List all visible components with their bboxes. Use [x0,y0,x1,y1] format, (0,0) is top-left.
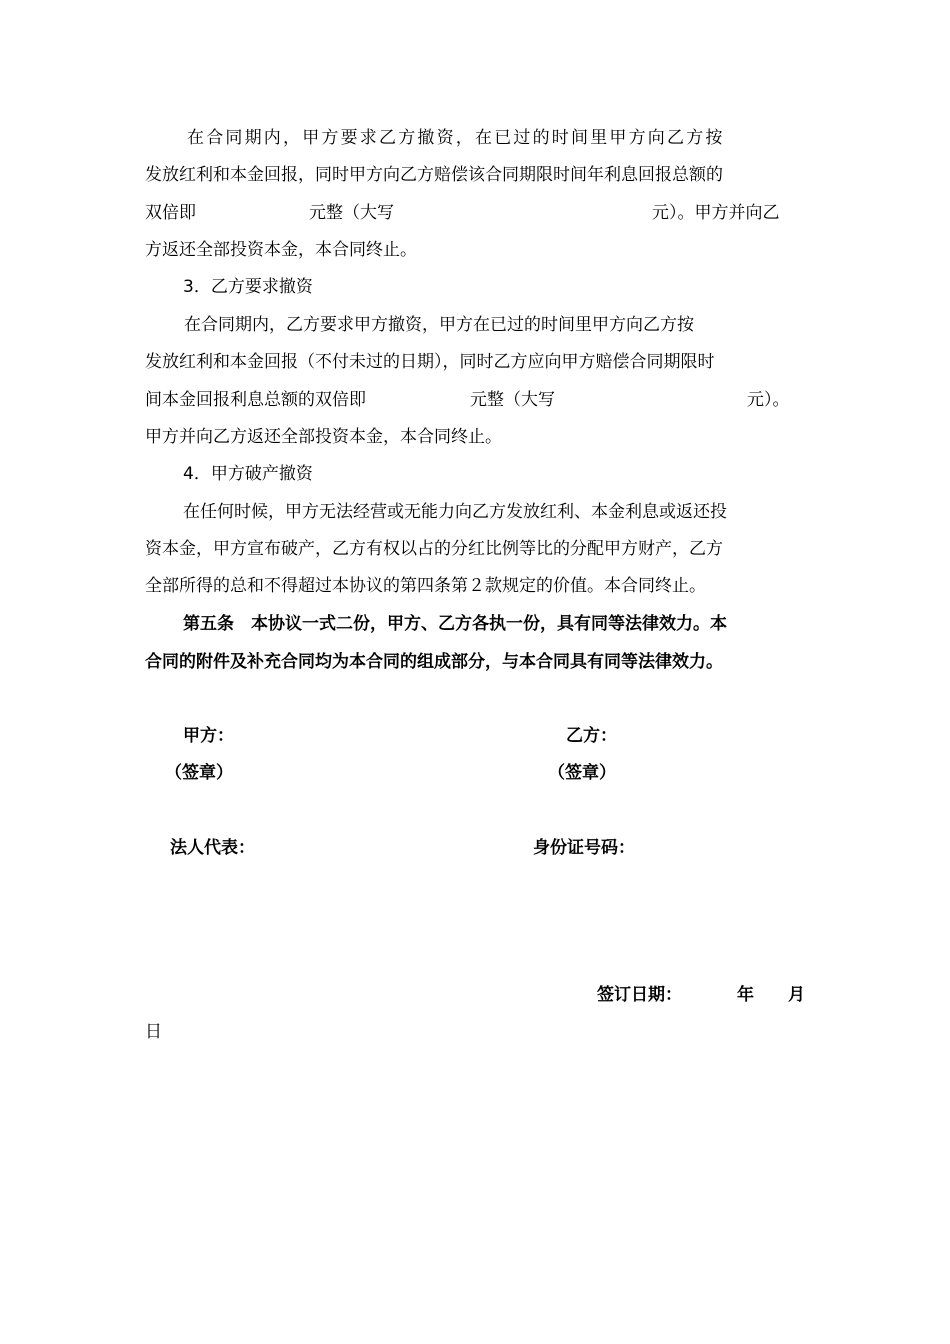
section-heading: 3．乙方要求撤资 [183,277,313,297]
signing-date-day: 日 [145,1022,162,1042]
party-b-seal: （签章） [548,763,616,783]
section-heading: 4．甲方破产撤资 [183,464,313,484]
paragraph-line: 资本金，甲方宣布破产，乙方有权以占的分红比例等比的分配甲方财产，乙方 [145,539,723,559]
id-number-label: 身份证号码： [533,838,635,858]
paragraph-line: 元整（大写 [309,203,394,223]
paragraph-line: 发放红利和本金回报（不付未过的日期），同时乙方应向甲方赔偿合同期限时 [145,352,715,372]
article-five-line: 合同的附件及补充合同均为本合同的组成部分，与本合同具有同等法律效力。 [145,652,723,672]
signing-date-year: 年 [737,985,754,1005]
legal-representative-label: 法人代表： [170,838,255,858]
paragraph-line: 间本金回报利息总额的双倍即 [145,390,366,410]
paragraph-line: 元）。 [747,390,790,410]
paragraph-line: 在任何时候，甲方无法经营或无能力向乙方发放红利、本金利息或返还投 [183,502,727,522]
paragraph-line: 方返还全部投资本金，本合同终止。 [145,240,417,260]
paragraph-line: 元）。甲方并向乙 [652,203,780,223]
signing-date-label: 签订日期： [597,985,682,1005]
signing-date-month: 月 [788,985,805,1005]
paragraph-line: 全部所得的总和不得超过本协议的第四条第２款规定的价值。本合同终止。 [145,576,706,596]
party-b-label: 乙方： [566,726,617,746]
paragraph-line: 发放红利和本金回报，同时甲方向乙方赔偿该合同期限时间年利息回报总额的 [145,165,723,185]
party-a-seal: （签章） [165,763,233,783]
paragraph-line: 元整（大写 [470,390,555,410]
paragraph-line: 甲方并向乙方返还全部投资本金，本合同终止。 [145,427,502,447]
paragraph-line: 在合同期内，乙方要求甲方撤资，甲方在已过的时间里甲方向乙方按 [184,315,694,335]
party-a-label: 甲方： [183,726,234,746]
paragraph-line: 双倍即 [145,203,196,223]
article-five-line: 第五条 本协议一式二份，甲方、乙方各执一份，具有同等法律效力。本 [183,614,727,634]
paragraph-line: 在合同期内，甲方要求乙方撤资，在已过的时间里甲方向乙方按 [187,128,725,148]
